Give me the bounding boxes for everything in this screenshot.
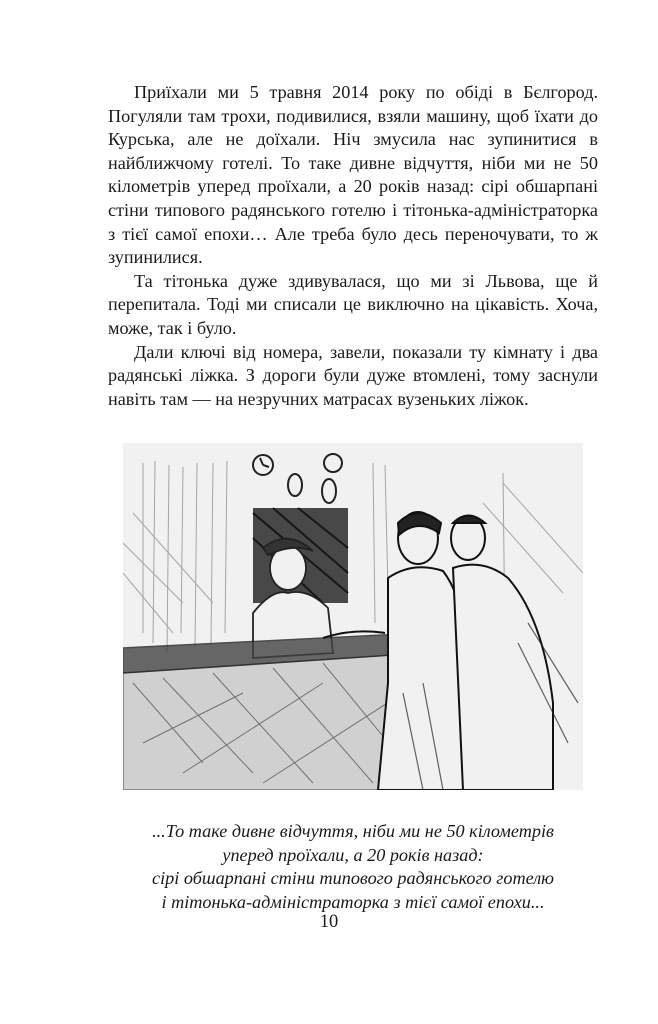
caption-line: і тітонька-адміністраторка з тієї самої епохи...: [161, 891, 545, 912]
caption-line: сірі обшарпані стіни типового радянського готелю: [152, 868, 554, 889]
illustration-caption: [108, 820, 598, 914]
paragraph: Приїхали ми 5 травня 2014 року по обіді в Бєлгород. Погуляли там трохи, подивилися, взяли машину, щоб їхати до Курська, але не доїхали. Ніч змусила нас зупинитися в найближчому готелі. То таке дивне відчуття, ніби ми не 50 кілометрів уперед проїхали, а 20 років назад: сірі обшарпані стіни типового радянського готелю і тітонька-адміністраторка з тієї самої епохи… Але треба було десь переночувати, то ж зупинилися.: [108, 82, 598, 268]
body-text: [108, 81, 598, 411]
caption-line: ...То таке дивне відчуття, ніби ми не 50 кілометрів: [152, 821, 554, 841]
paragraph: Дали ключі від номера, завели, показали ту кімнату і два радянські ліжка. З дороги були дуже втомлені, тому заснули навіть там — на незручних матрасах вузеньких ліжок.: [108, 341, 598, 409]
paragraph: Та тітонька дуже здивувалася, що ми зі Львова, ще й перепитала. Тоді ми списали це виключно на цікавість. Хоча, може, так і було.: [108, 270, 598, 338]
page-number: 10: [319, 912, 339, 932]
hotel-reception-sketch: [123, 443, 583, 790]
caption-line: уперед проїхали, а 20 років назад:: [222, 844, 484, 865]
